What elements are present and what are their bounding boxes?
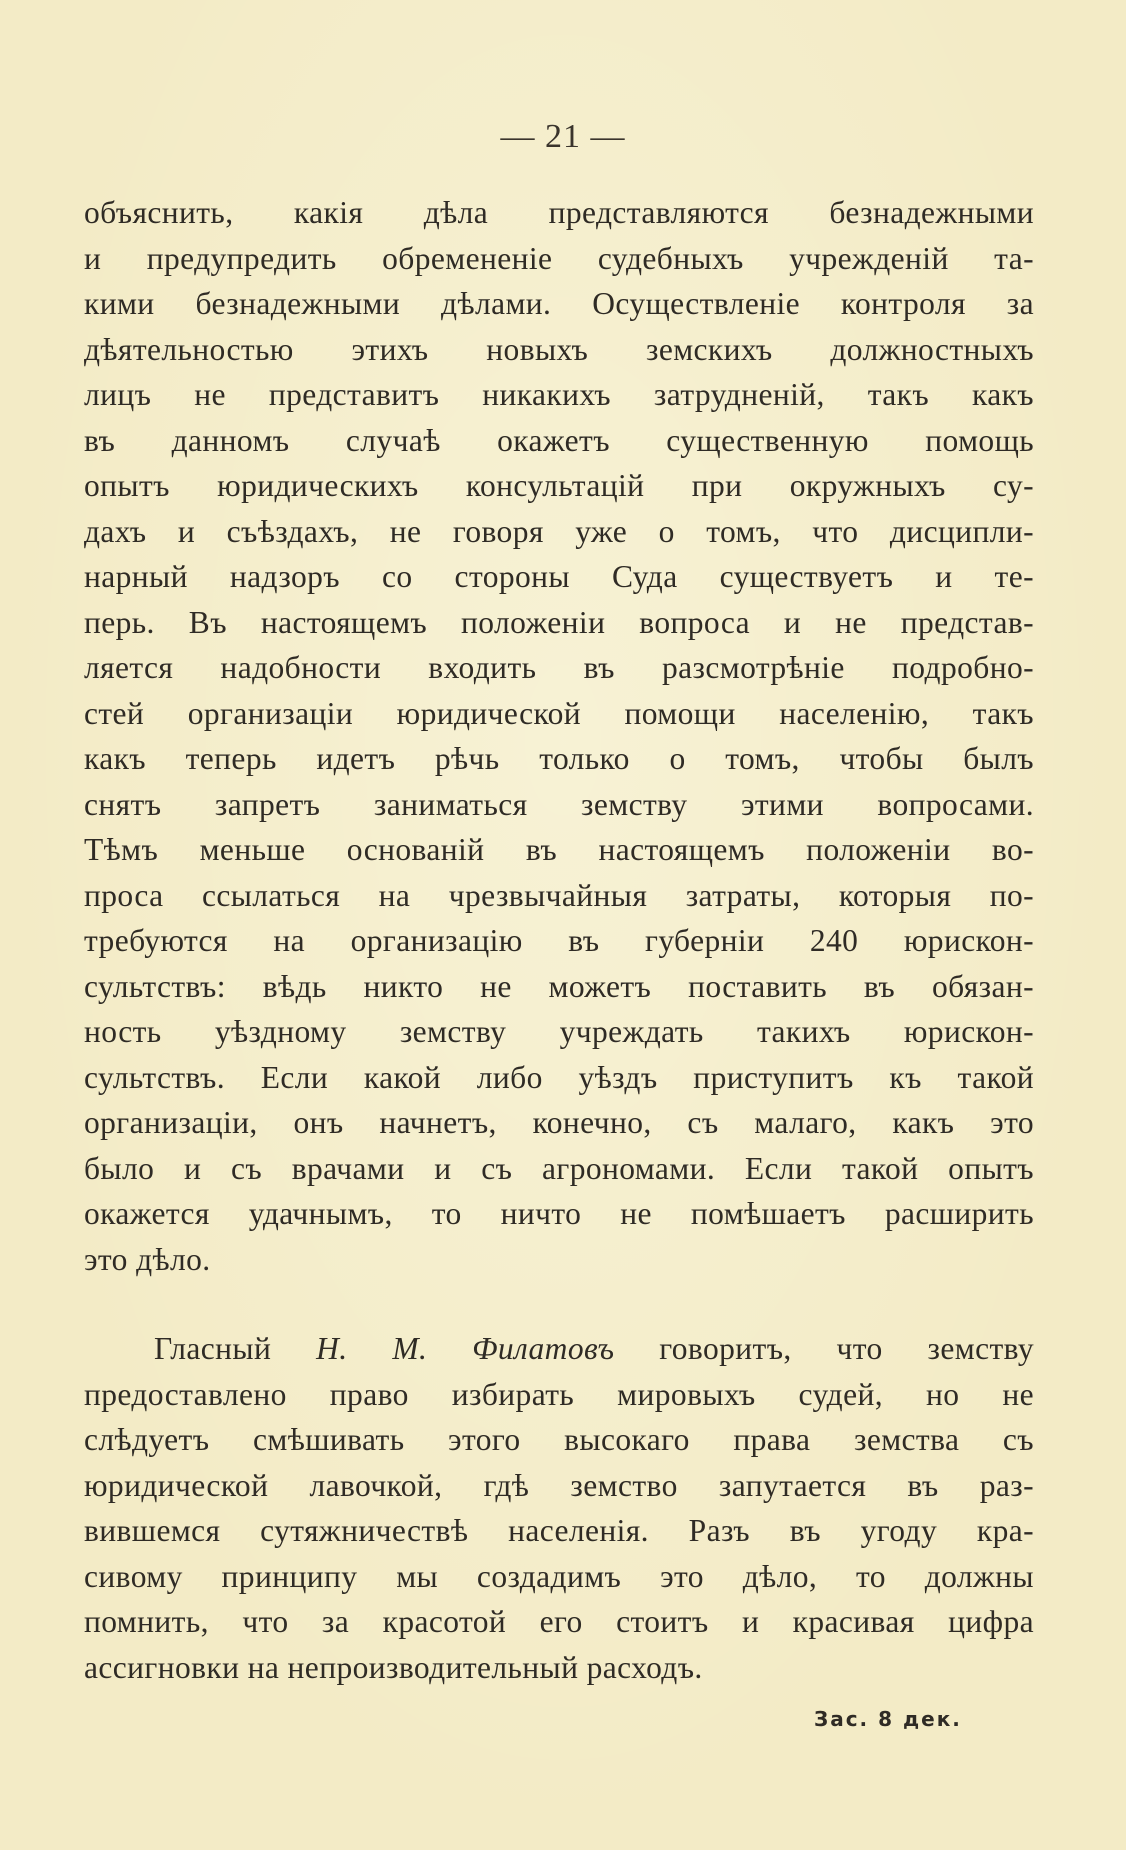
speech-intro: говоритъ, что земству — [659, 1331, 1034, 1366]
text-line: какъ теперь идетъ рѣчь только о томъ, чтобы былъ — [84, 741, 1034, 776]
text-line: ность уѣздному земству учреждать такихъ юрискон- — [84, 1014, 1034, 1049]
text-line: организаціи, онъ начнетъ, конечно, съ малаго, какъ это — [84, 1105, 1034, 1140]
speaker-name: Н. М. Филатовъ — [316, 1331, 615, 1366]
text-line: ляется надобности входить въ разсмотрѣніе подробно- — [84, 650, 1034, 685]
text-line-first — [84, 1326, 1034, 1372]
text-line: стей организаціи юридической помощи населенію, такъ — [84, 695, 1034, 731]
page-number: — 21 — — [500, 118, 626, 155]
text-line: въ данномъ случаѣ окажетъ существенную помощь — [84, 422, 1034, 458]
text-line: слѣдуетъ смѣшивать этого высокаго права земства съ — [84, 1422, 1034, 1457]
paragraph-gap — [84, 1282, 1034, 1326]
text-line: объяснить, какія дѣла представляются безнадежными — [84, 195, 1034, 230]
text-line: снятъ запретъ заниматься земству этими вопросами. — [84, 786, 1034, 822]
text-line: сивому принципу мы создадимъ это дѣло, то должны — [84, 1558, 1034, 1594]
text-line: окажется удачнымъ, то ничто не помѣшаетъ расширить — [84, 1196, 1034, 1231]
session-note: Зас. 8 дек. — [814, 1707, 962, 1731]
text-line: было и съ врачами и съ агрономами. Если такой опытъ — [84, 1150, 1034, 1186]
body-text — [84, 190, 1034, 1690]
text-line: кими безнадежными дѣлами. Осуществленіе контроля за — [84, 286, 1034, 321]
text-line: и предупредить обремененіе судебныхъ учрежденій та- — [84, 240, 1034, 276]
text-line: помнить, что за красотой его стоитъ и красивая цифра — [84, 1604, 1034, 1639]
text-line: это дѣло. — [84, 1241, 211, 1277]
text-line: требуются на организацію въ губерніи 240 юрискон- — [84, 923, 1034, 958]
text-line: нарный надзоръ со стороны Суда существуетъ и те- — [84, 559, 1034, 594]
text-line: опытъ юридическихъ консультацій при окружныхъ су- — [84, 468, 1034, 503]
text-line: предоставлено право избирать мировыхъ судей, но не — [84, 1376, 1034, 1412]
text-line: дѣятельностью этихъ новыхъ земскихъ должностныхъ — [84, 331, 1034, 367]
text-line: сультствъ: вѣдь никто не можетъ поставить въ обязан- — [84, 968, 1034, 1004]
text-line: проса ссылаться на чрезвычайныя затраты, которыя по- — [84, 877, 1034, 913]
text-line: перь. Въ настоящемъ положеніи вопроса и не представ- — [84, 604, 1034, 640]
text-line: лицъ не представитъ никакихъ затрудненій, такъ какъ — [84, 377, 1034, 412]
text-line: ассигновки на непроизводительный расходъ. — [84, 1649, 703, 1685]
text-line: Тѣмъ меньше основаній въ настоящемъ положеніи во- — [84, 832, 1034, 867]
text-line: вившемся сутяжничествѣ населенія. Разъ въ угоду кра- — [84, 1513, 1034, 1548]
paragraph-2 — [84, 1326, 1034, 1690]
text-line: дахъ и съѣздахъ, не говоря уже о томъ, что дисципли- — [84, 513, 1034, 549]
text-line: юридической лавочкой, гдѣ земство запутается въ раз- — [84, 1467, 1034, 1503]
speaker-title: Гласный — [154, 1331, 272, 1366]
text-line: сультствъ. Если какой либо уѣздъ приступитъ къ такой — [84, 1059, 1034, 1095]
paragraph-1 — [84, 190, 1034, 1282]
